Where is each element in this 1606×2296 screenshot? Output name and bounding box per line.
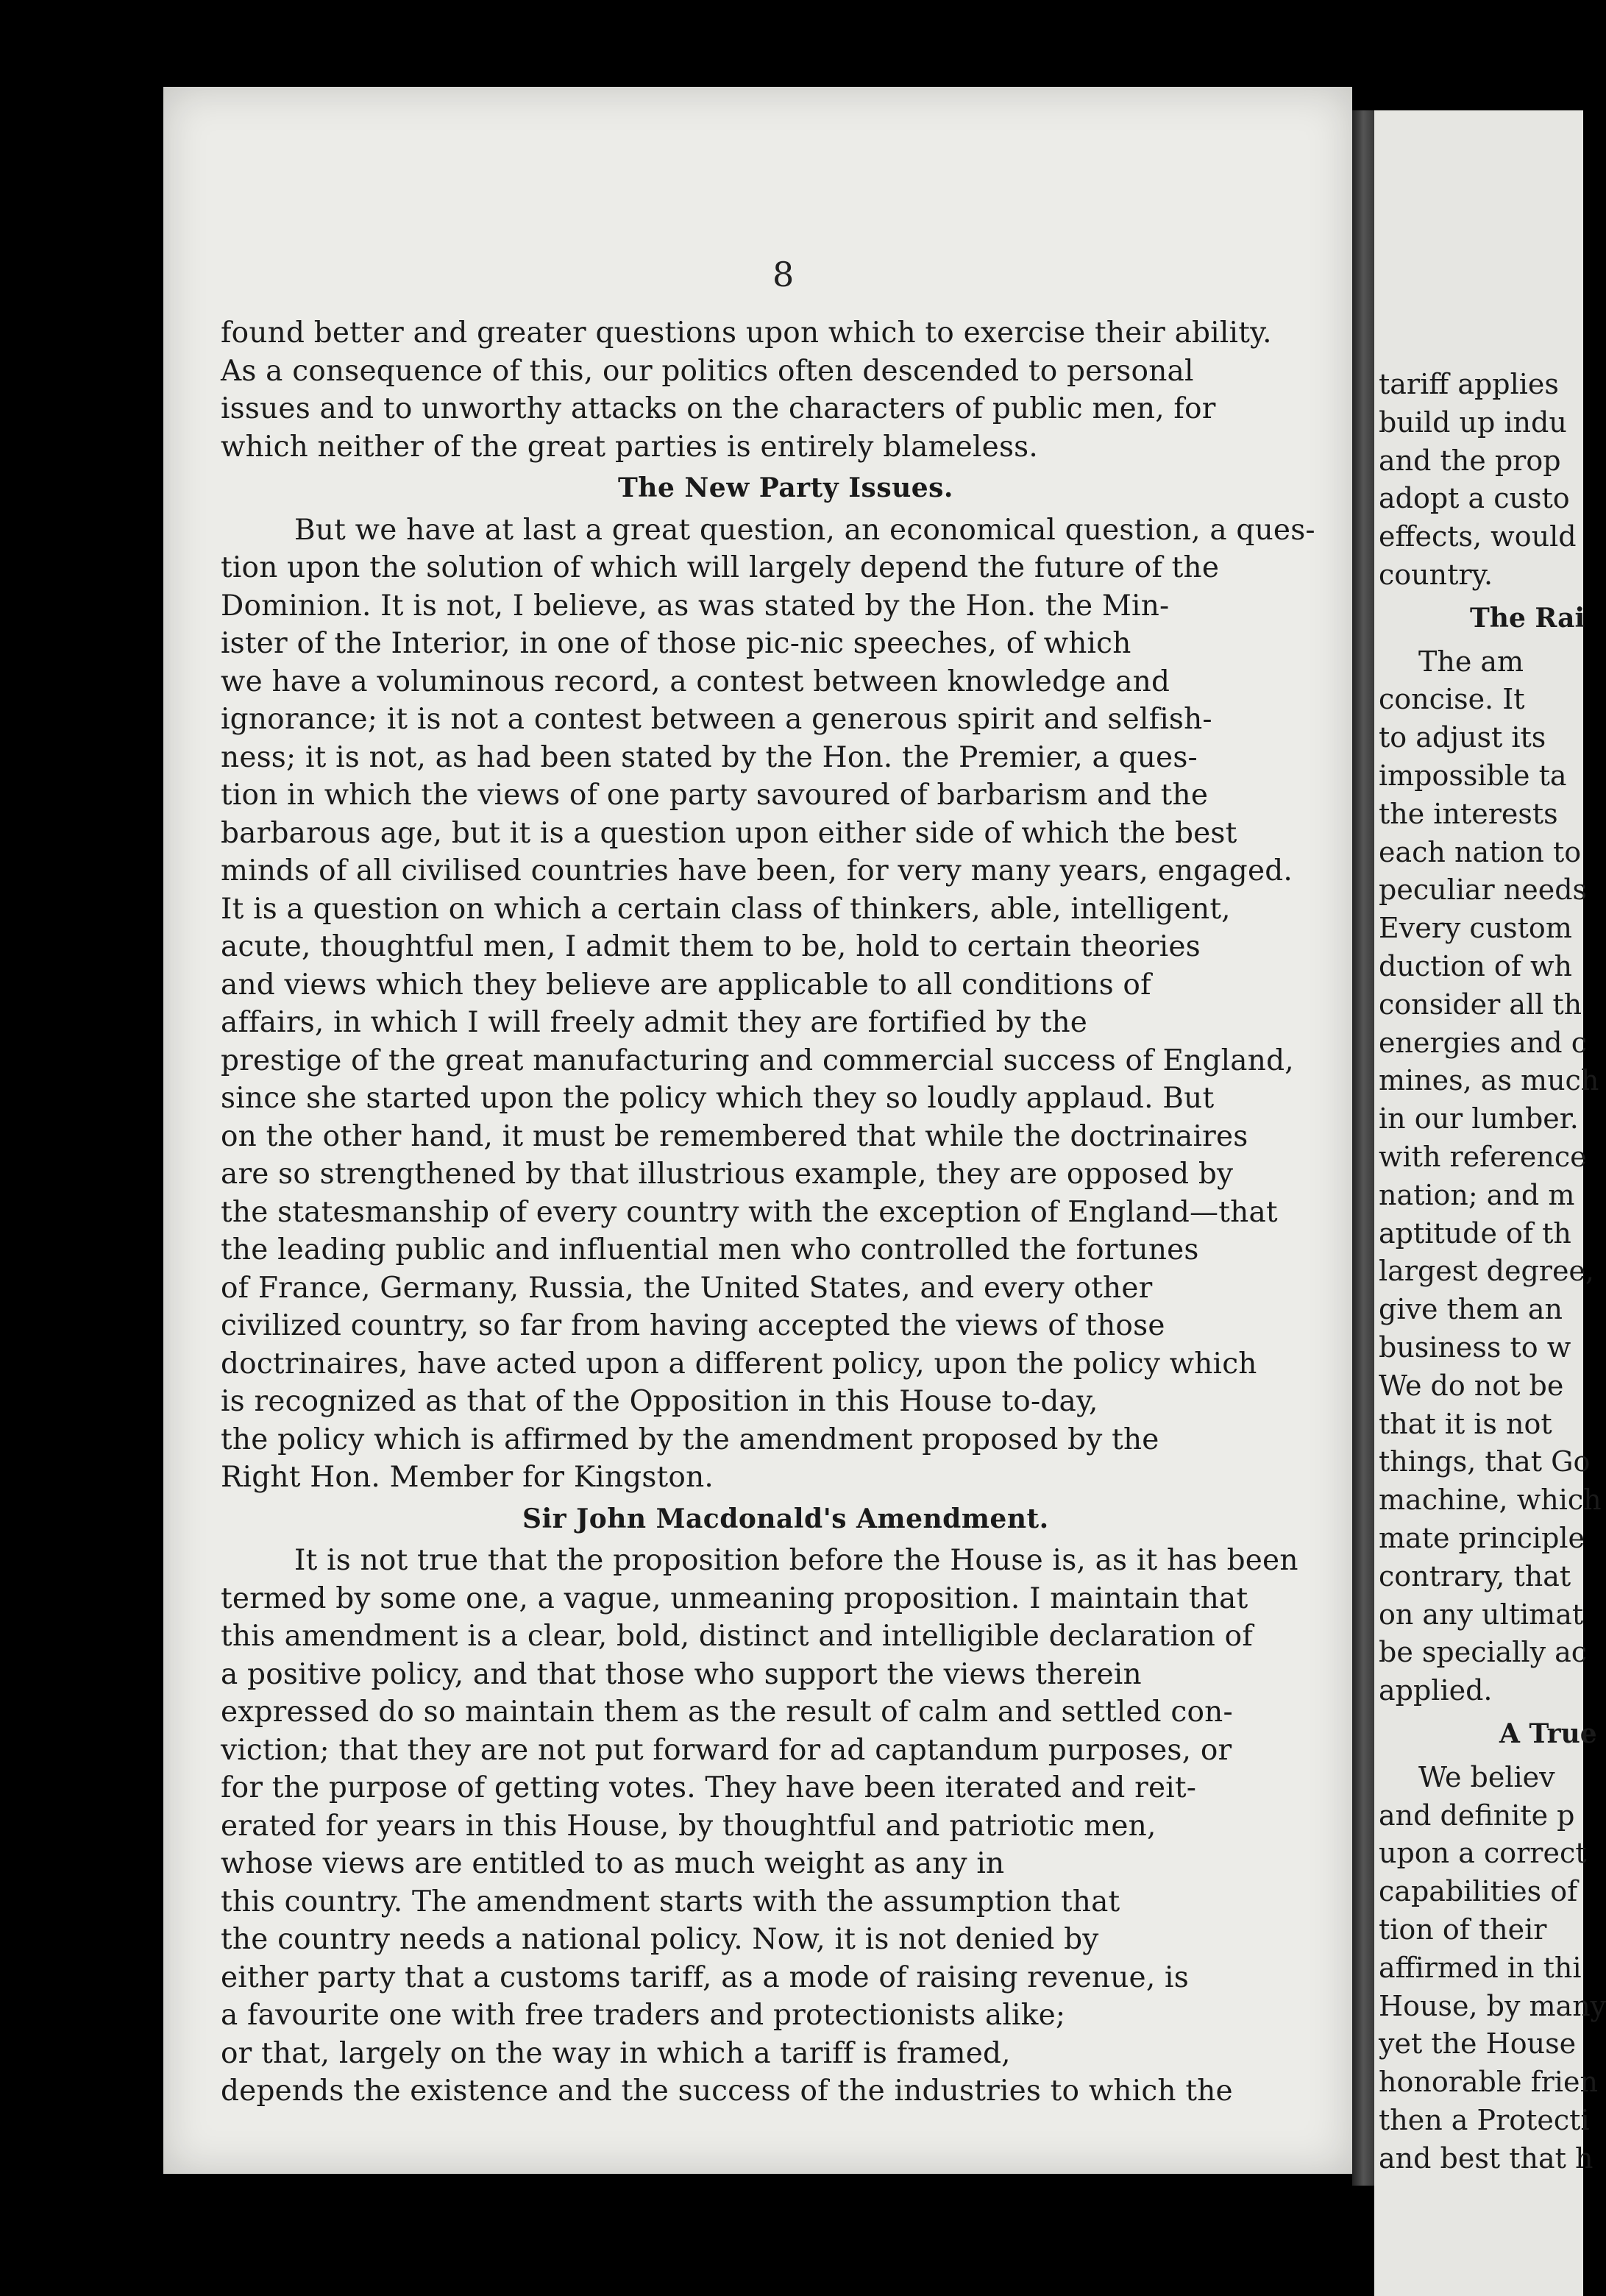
right-text-line: upon a correct <box>1379 1837 1587 1870</box>
text-line: the country needs a national policy. Now, it is not denied by <box>221 1923 1099 1956</box>
text-line: found better and greater questions upon which to exercise their ability. <box>221 316 1272 350</box>
right-text-line: House, by many <box>1379 1989 1606 2022</box>
text-line: the leading public and influential men who controlled the fortunes <box>221 1233 1199 1266</box>
right-text-line: on any ultimat <box>1379 1598 1584 1631</box>
right-text-line: impossible ta <box>1379 759 1567 792</box>
right-heading-rai: The Rai <box>1470 602 1585 634</box>
right-text-line: to adjust its <box>1379 721 1546 754</box>
text-line: minds of all civilised countries have been, for very many years, engaged. <box>221 854 1293 887</box>
text-line: which neither of the great parties is entirely blameless. <box>221 430 1038 464</box>
right-text-line: largest degree, <box>1379 1255 1594 1288</box>
right-text-line: tion of their <box>1379 1913 1547 1946</box>
text-line: It is a question on which a certain class of thinkers, able, intelligent, <box>221 892 1231 926</box>
right-text-line: aptitude of th <box>1379 1216 1571 1250</box>
right-text-line: duction of wh <box>1379 950 1572 982</box>
text-line: affairs, in which I will freely admit they are fortified by the <box>221 1006 1088 1039</box>
text-line: termed by some one, a vague, unmeaning proposition. I maintain that <box>221 1581 1248 1615</box>
text-line: Dominion. It is not, I believe, as was stated by the Hon. the Min- <box>221 589 1170 623</box>
right-text-line: consider all th <box>1379 988 1582 1021</box>
right-text-line: capabilities of <box>1379 1875 1578 1908</box>
right-text-line: and the prop <box>1379 444 1561 477</box>
text-line: on the other hand, it must be remembered that while the doctrinaires <box>221 1119 1248 1153</box>
text-line: prestige of the great manufacturing and commercial success of England, <box>221 1044 1294 1077</box>
text-line: depends the existence and the success of the industries to which the <box>221 2074 1233 2108</box>
text-line: are so strengthened by that illustrious example, they are opposed by <box>221 1158 1234 1191</box>
text-line: tion in which the views of one party savoured of barbarism and the <box>221 779 1209 812</box>
right-text-line: in our lumber. <box>1379 1102 1579 1135</box>
right-text-line: mines, as much <box>1379 1064 1599 1097</box>
right-text-line: things, that Go <box>1379 1445 1591 1478</box>
right-text-line: mate principle <box>1379 1522 1585 1554</box>
right-text-line: and definite p <box>1379 1799 1575 1832</box>
text-line: civilized country, so far from having accepted the views of those <box>221 1309 1165 1342</box>
right-text-line: country. <box>1379 559 1493 591</box>
right-text-line: give them an <box>1379 1293 1563 1326</box>
text-line: or that, largely on the way in which a tariff is framed, <box>221 2036 1011 2070</box>
right-text-line: then a Protecti <box>1379 2104 1590 2136</box>
text-line: erated for years in this House, by thoughtful and patriotic men, <box>221 1809 1156 1843</box>
text-line: tion upon the solution of which will largely depend the future of the <box>221 551 1220 584</box>
text-line: this amendment is a clear, bold, distinct and intelligible declaration of <box>221 1620 1253 1653</box>
text-line: barbarous age, but it is a question upon either side of which the best <box>221 816 1237 850</box>
text-line: is recognized as that of the Opposition in this House to-day, <box>221 1385 1098 1418</box>
right-text-line: concise. It <box>1379 683 1525 716</box>
text-line: ignorance; it is not a contest between a generous spirit and selfish- <box>221 703 1212 736</box>
right-text-line: affirmed in thi <box>1379 1951 1582 1984</box>
right-text-line: business to w <box>1379 1331 1571 1364</box>
text-line: whose views are entitled to as much weight as any in <box>221 1847 1005 1880</box>
text-line: we have a voluminous record, a contest between knowledge and <box>221 665 1170 698</box>
right-text-line: peculiar needs <box>1379 874 1588 907</box>
right-text-line: We do not be <box>1379 1369 1564 1402</box>
text-line: a positive policy, and that those who support the views therein <box>221 1657 1142 1691</box>
text-line: As a consequence of this, our politics often descended to personal <box>221 354 1194 388</box>
right-text-line: machine, which <box>1379 1484 1602 1517</box>
right-text-line: and best that h <box>1379 2141 1593 2175</box>
text-line: of France, Germany, Russia, the United States, and every other <box>221 1271 1153 1305</box>
right-text-line: energies and c <box>1379 1026 1587 1059</box>
right-text-line: Every custom <box>1379 912 1572 945</box>
text-line: a favourite one with free traders and protectionists alike; <box>221 1999 1066 2032</box>
text-line: doctrinaires, have acted upon a different policy, upon the policy which <box>221 1347 1257 1381</box>
text-line: acute, thoughtful men, I admit them to be, hold to certain theories <box>221 930 1201 963</box>
text-line: either party that a customs tariff, as a mode of raising revenue, is <box>221 1960 1189 1994</box>
right-text-line: yet the House <box>1379 2027 1577 2061</box>
right-text-line: the interests <box>1379 797 1558 830</box>
right-text-line: contrary, that <box>1379 1559 1571 1592</box>
text-line: for the purpose of getting votes. They have been iterated and reit- <box>221 1771 1197 1804</box>
text-line: Right Hon. Member for Kingston. <box>221 1461 714 1494</box>
right-text-line: We believ <box>1418 1760 1555 1793</box>
right-text-line: honorable frien <box>1379 2066 1598 2099</box>
text-line: this country. The amendment starts with the assumption that <box>221 1885 1120 1918</box>
right-text-line: each nation to <box>1379 835 1582 868</box>
text-line: expressed do so maintain them as the result of calm and settled con- <box>221 1696 1233 1729</box>
right-text-line: applied. <box>1379 1674 1493 1707</box>
page-number: 8 <box>772 255 795 294</box>
text-line: viction; that they are not put forward for ad captandum purposes, or <box>221 1733 1232 1767</box>
section-heading-new-party-issues: The New Party Issues. <box>618 472 953 503</box>
right-text-line: effects, would <box>1379 520 1577 553</box>
right-text-line: The am <box>1418 645 1524 678</box>
right-text-line: with reference <box>1379 1141 1587 1173</box>
text-line: the statesmanship of every country with the exception of England—that <box>221 1195 1278 1229</box>
right-text-line: build up indu <box>1379 405 1567 439</box>
text-line: ness; it is not, as had been stated by the Hon. the Premier, a ques- <box>221 740 1198 774</box>
text-line: since she started upon the policy which they so loudly applaud. But <box>221 1082 1215 1115</box>
text-line: issues and to unworthy attacks on the characters of public men, for <box>221 392 1216 425</box>
text-line: But we have at last a great question, an economical question, a ques- <box>294 513 1315 547</box>
text-line: It is not true that the proposition before the House is, as it has been <box>294 1544 1298 1577</box>
text-line: ister of the Interior, in one of those pic-nic speeches, of which <box>221 627 1131 660</box>
right-text-line: that it is not <box>1379 1407 1552 1440</box>
right-text-line: nation; and m <box>1379 1178 1575 1211</box>
right-text-line: adopt a custo <box>1379 482 1570 515</box>
text-line: and views which they believe are applicable to all conditions of <box>221 968 1151 1002</box>
section-heading-macdonald-amendment: Sir John Macdonald's Amendment. <box>522 1503 1049 1534</box>
right-text-line: tariff applies <box>1379 368 1559 400</box>
text-line: the policy which is affirmed by the amendment proposed by the <box>221 1422 1159 1456</box>
right-heading-true: A True <box>1499 1718 1597 1749</box>
right-text-line: be specially ac <box>1379 1636 1588 1669</box>
